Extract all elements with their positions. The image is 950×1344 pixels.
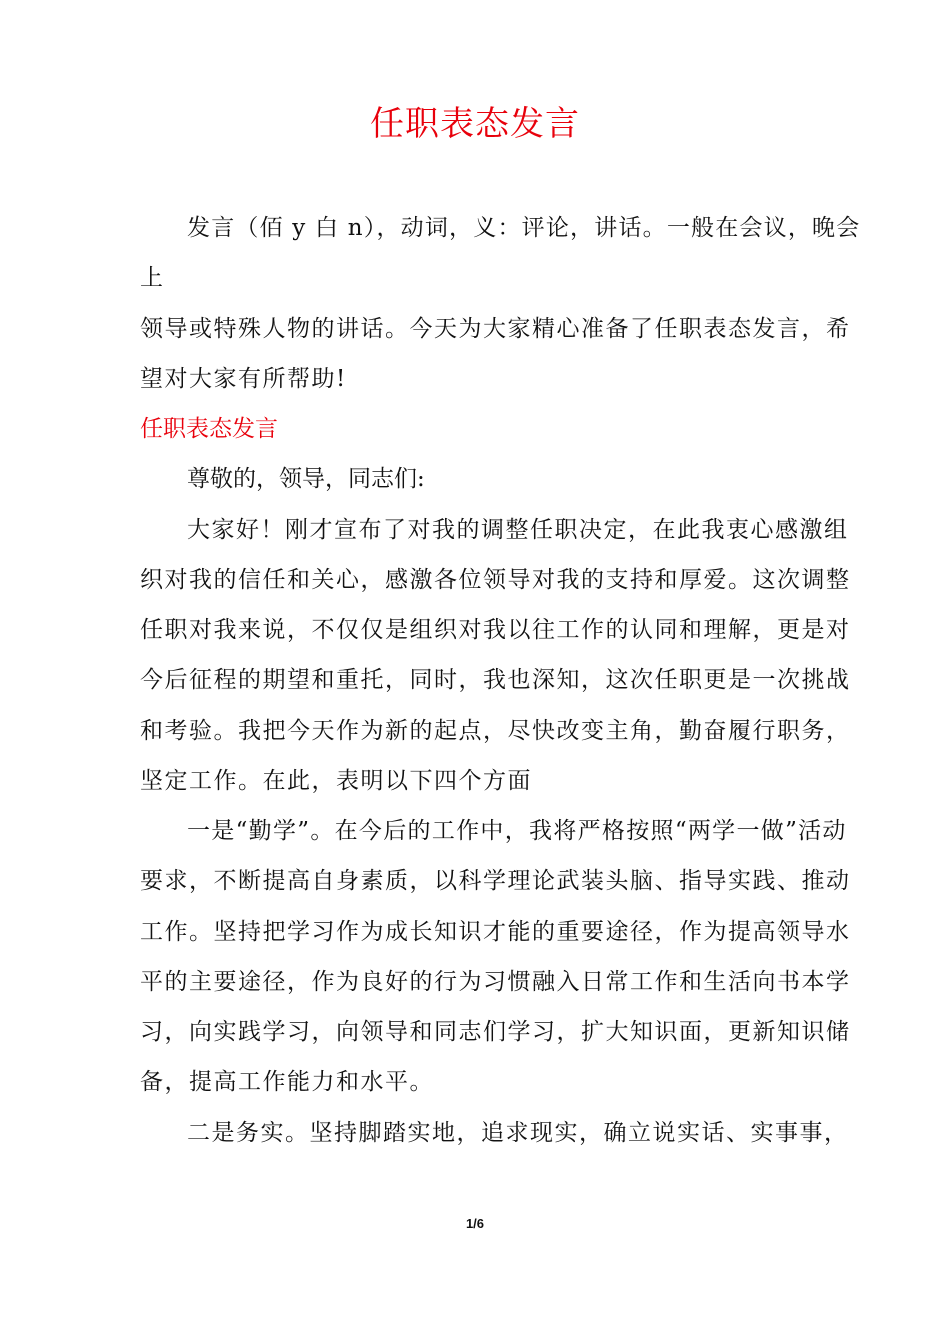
paragraph-line: 织对我的信任和关心，感激各位领导对我的支持和厚爱。这次调整 <box>140 567 851 593</box>
document-title: 任职表态发言 <box>370 104 580 144</box>
paragraph-line: 备，提高工作能力和水平。 <box>140 1069 434 1095</box>
paragraph-line: 平的主要途径，作为良好的行为习惯融入日常工作和生活向书本学 <box>140 969 851 995</box>
intro-line: 领导或特殊人物的讲话。今天为大家精心准备了任职表态发言，希 <box>140 316 851 342</box>
intro-line: 望对大家有所帮助! <box>140 366 347 392</box>
intro-line: 发言（佰 y 白 n），动词，义：评论，讲话。一般在会议，晚会 <box>187 215 861 241</box>
paragraph-line: 和考验。我把今天作为新的起点，尽快改变主角，勤奋履行职务， <box>140 718 851 744</box>
paragraph-line: 一是“勤学”。在今后的工作中，我将严格按照“两学一做”活动 <box>187 818 847 844</box>
paragraph-line: 大家好！刚才宣布了对我的调整任职决定，在此我衷心感激组 <box>187 517 849 543</box>
paragraph-line: 要求，不断提高自身素质，以科学理论武装头脑、指导实践、推动 <box>140 868 851 894</box>
paragraph-line: 任职对我来说，不仅仅是组织对我以往工作的认同和理解，更是对 <box>140 617 851 643</box>
paragraph-line: 习，向实践学习，向领导和同志们学习，扩大知识面，更新知识储 <box>140 1019 851 1045</box>
paragraph-line: 坚定工作。在此，表明以下四个方面 <box>140 768 532 794</box>
section-heading: 任职表态发言 <box>140 416 278 442</box>
intro-line: 上 <box>140 265 163 291</box>
paragraph-line: 二是务实。坚持脚踏实地，追求现实，确立说实话、实事事， <box>187 1120 849 1146</box>
page-number: 1/6 <box>465 1216 485 1231</box>
paragraph-line: 今后征程的期望和重托，同时，我也深知，这次任职更是一次挑战 <box>140 667 851 693</box>
greeting: 尊敬的，领导，同志们: <box>187 466 425 492</box>
paragraph-line: 工作。坚持把学习作为成长知识才能的重要途径，作为提高领导水 <box>140 919 851 945</box>
